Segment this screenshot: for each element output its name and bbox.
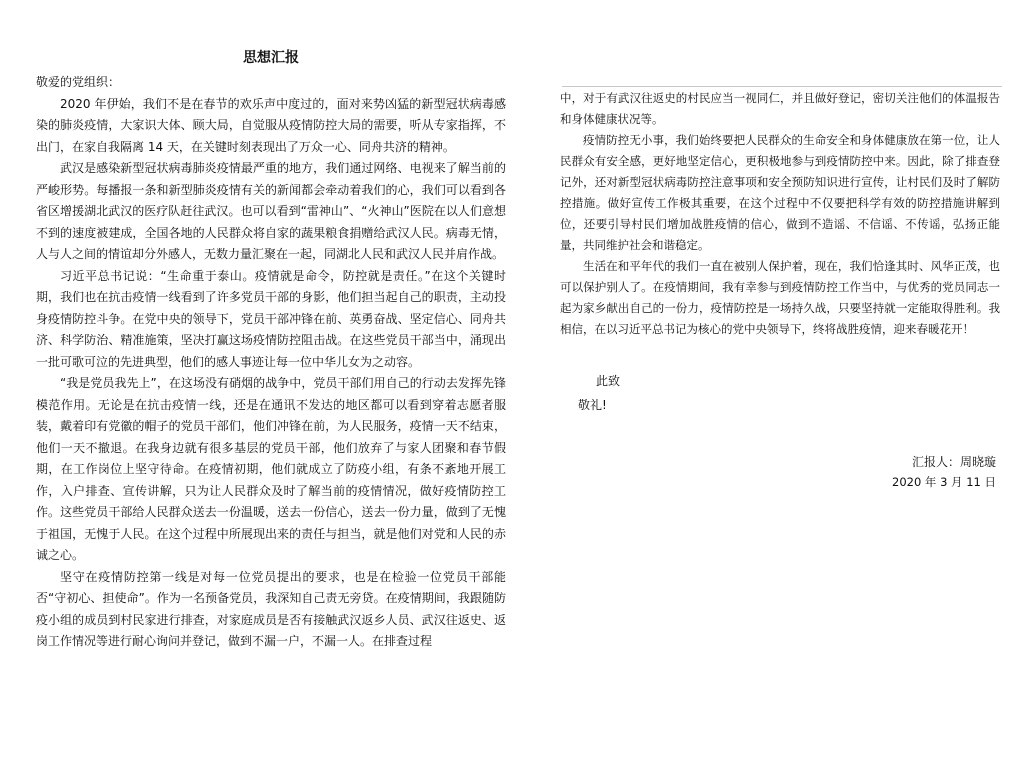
reporter-name: 汇报人：周晓璇 xyxy=(911,455,996,469)
right-page-column xyxy=(560,88,1000,340)
paragraph-3: 习近平总书记说：“生命重于泰山。疫情就是命令，防控就是责任。”在这个关键时期，我们也在抗击疫情一线看到了许多党员干部的身影，他们担当起自己的职责，主动投身疫情防控斗争。在党中央的领导下，党员干部冲锋在前、英勇奋战、坚定信心、同舟共济、科学防治、精准施策，坚决打赢这场疫情防控阻击战。在这些党员干部当中，涌现出一批可歌可泣的先进典型，他们的感人事迹让每一位中华儿女为之动容。 xyxy=(36,268,506,369)
paragraph-5: 坚守在疫情防控第一线是对每一位党员提出的要求，也是在检验一位党员干部能否“守初心、担使命”。作为一名预备党员，我深知自己责无旁贷。在疫情期间，我跟随防疫小组的成员到村民家进行排查，对家庭成员是否有接触武汉返乡人员、武汉往返史、返岗工作情况等进行耐心询问并登记，做到不漏一户，不漏一人。在排查过程 xyxy=(36,569,506,648)
report-date: 2020 年 3 月 11 日 xyxy=(892,475,996,489)
closing-greeting: 此致 xyxy=(596,374,621,388)
left-page-column xyxy=(36,48,506,653)
paragraph-4: “我是党员我先上”，在这场没有硝烟的战争中，党员干部们用自己的行动去发挥先锋模范作用。无论是在抗击疫情一线，还是在通讯不发达的地区都可以看到穿着志愿者服装，戴着印有党徽的帽子的党员干部们，他们冲锋在前，为人民服务，疫情一天不结束，他们一天不撤退。在我身边就有很多基层的党员干部，他们放弃了与家人团聚和春节假期，在工作岗位上坚守待命。在疫情初期，他们就成立了防疫小组，有条不紊地开展工作，入户排查、宣传讲解，只为让人民群众及时了解当前的疫情情况，做好疫情防控工作。这些党员干部给人民群众送去一份温暖，送去一份信心，送去一份力量，做到了无愧于祖国，无愧于人民。在这个过程中所展现出来的责任与担当，就是他们对党和人民的赤诚之心。 xyxy=(36,376,506,562)
paragraph-5-continued: 中，对于有武汉往返史的村民应当一视同仁，并且做好登记，密切关注他们的体温报告和身体健康状况等。 xyxy=(560,91,1000,126)
closing-salute: 敬礼! xyxy=(578,398,607,412)
paragraph-6: 疫情防控无小事，我们始终要把人民群众的生命安全和身体健康放在第一位，让人民群众有安全感，更好地坚定信心，更积极地参与到疫情防控中来。因此，除了排查登记外，还对新型冠状病毒防控注意事项和安全预防知识进行宣传，让村民们及时了解防控措施。做好宣传工作极其重要，在这个过程中不仅要把科学有效的防控措施讲解到位，还要引导村民们增加战胜疫情的信心，做到不造谣、不信谣、不传谣，弘扬正能量，共同维护社会和谐稳定。 xyxy=(560,133,1000,252)
page-top-divider xyxy=(562,86,1002,87)
salutation: 敬爱的党组织： xyxy=(36,75,121,89)
paragraph-7: 生活在和平年代的我们一直在被别人保护着，现在，我们恰逢其时、风华正茂，也可以保护别人了。在疫情期间，我有幸参与到疫情防控工作当中，与优秀的党员同志一起为家乡献出自己的一份力，疫情防控是一场持久战，只要坚持就一定能取得胜利。我相信，在以习近平总书记为核心的党中央领导下，终将战胜疫情，迎来春暖花开！ xyxy=(560,259,1000,336)
document-title: 思想汇报 xyxy=(243,50,299,66)
paragraph-1: 2020 年伊始，我们不是在春节的欢乐声中度过的，面对来势凶猛的新型冠状病毒感染的肺炎疫情，大家识大体、顾大局，自觉服从疫情防控大局的需要，听从专家指挥，不出门，在家自我隔离 14 天，在关键时刻表现出了万众一心、同舟共济的精神。 xyxy=(36,96,506,154)
paragraph-2: 武汉是感染新型冠状病毒肺炎疫情最严重的地方，我们通过网络、电视来了解当前的严峻形势。每播报一条和新型肺炎疫情有关的新闻都会牵动着我们的心，我们可以看到各省区增援湖北武汉的医疗队赶往武汉。也可以看到“雷神山”、“火神山”医院在以人们意想不到的速度被建成，全国各地的人民群众将自家的蔬果粮食捐赠给武汉人民。病毒无情，人与人之间的情谊却分外感人，无数力量汇聚在一起，同湖北人民和武汉人民并肩作战。 xyxy=(36,161,506,261)
